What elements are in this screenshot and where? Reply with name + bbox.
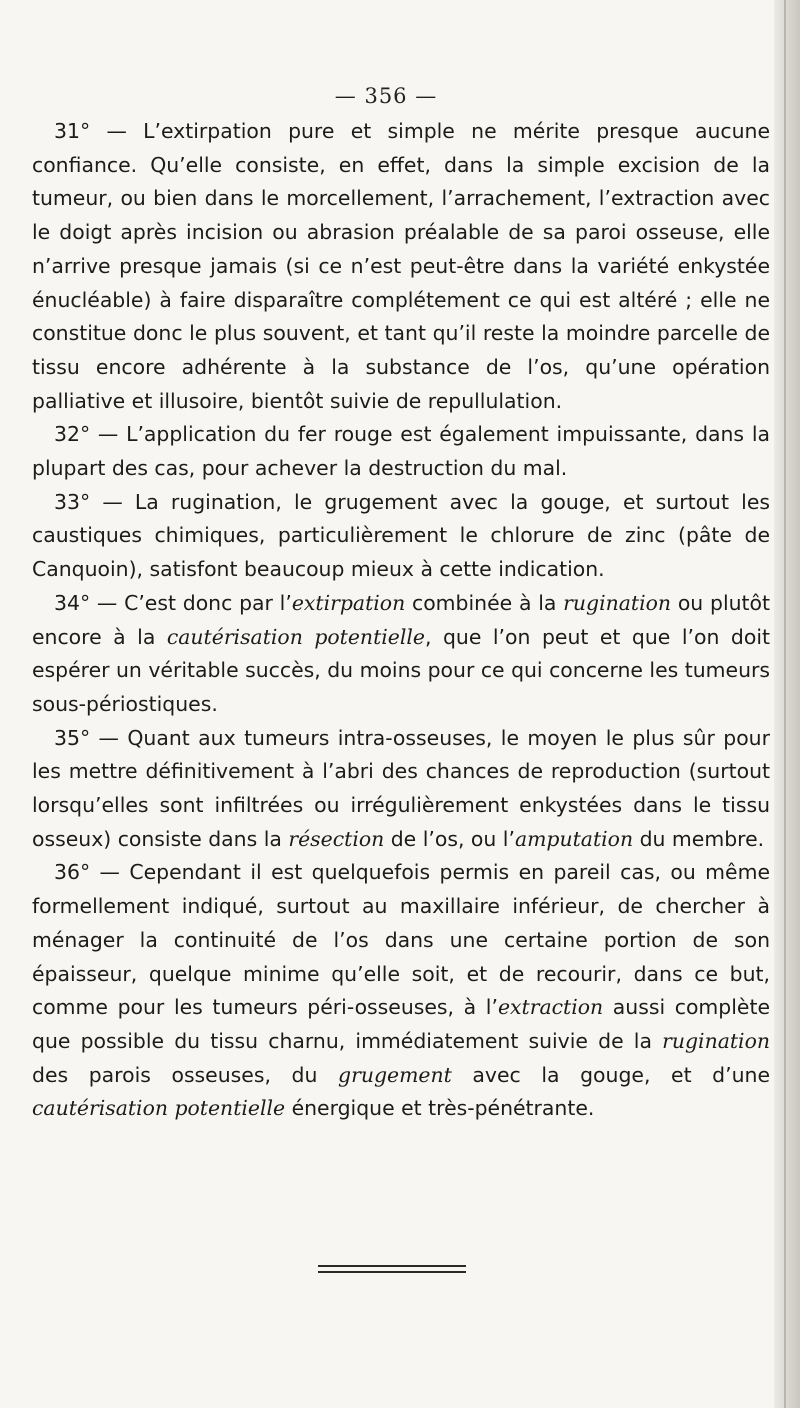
text-run: , que l’on peut et que l’on doit espérer un véritable succès, du moins pour ce qui concerne les tumeurs sous-périostiques.	[32, 624, 770, 716]
italic-term: grugement	[338, 1062, 452, 1087]
italic-term: amputation	[514, 826, 634, 851]
paragraph-34	[32, 587, 770, 722]
paragraph-33	[32, 486, 770, 587]
body-text	[32, 115, 770, 1126]
italic-term: cautérisation potentielle	[32, 1096, 286, 1121]
italic-term: résection	[288, 826, 385, 851]
text-run: 36° — Cependant il est quelquefois permis en pareil cas, ou même formellement indiqué, surtout au maxillaire inférieur, de chercher à ménager la continuité de l’os dans une certaine portion de son épaisseur, quelque minime qu’elle soit, et de recourir, dans ce but, comme pour les tumeurs péri-osseuses, à l’	[32, 860, 770, 1020]
text-run: 33° — La rugination, le grugement avec la gouge, et surtout les caustiques chimiques, particulièrement le chlorure de zinc (pâte de Canquoin), satisfont beaucoup mieux à cette indication.	[32, 489, 770, 582]
text-run: de l’os, ou l’	[384, 826, 515, 851]
end-rule-top	[318, 1265, 466, 1267]
italic-term: cautérisation potentielle	[166, 624, 425, 649]
text-run: 32° — L’application du fer rouge est également impuissante, dans la plupart des cas, pour achever la destruction du mal.	[32, 422, 770, 481]
page-gutter-line	[784, 0, 786, 1408]
text-run: énergique et très-pénétrante.	[285, 1096, 595, 1121]
text-run: 31° — L’extirpation pure et simple ne mérite presque aucune confiance. Qu’elle consiste, en effet, dans la simple excision de la tumeur, ou bien dans le morcellement, l’arrachement, l’extraction avec le doigt après incision ou abrasion préalable de sa paroi osseuse, elle n’arrive presque jamais (si ce n’est peut-être dans la variété enkystée énucléable) à faire disparaître complétement ce qui est altéré ; elle ne constitue donc le plus souvent, et tant qu’il reste la moindre parcelle de tissu encore adhérente à la substance de l’os, qu’une opération palliative et illusoire, bientôt suivie de repullulation.	[32, 119, 770, 413]
end-rule-bottom	[318, 1271, 466, 1273]
text-run: du membre.	[633, 826, 765, 851]
page-edge-shadow	[774, 0, 800, 1408]
text-run: avec la gouge, et d’une	[451, 1062, 770, 1087]
page-number: — 356 —	[334, 84, 438, 108]
italic-term: rugination	[563, 590, 672, 615]
italic-term: extraction	[497, 995, 604, 1020]
paragraph-36	[32, 856, 770, 1126]
paragraph-32	[32, 418, 770, 485]
text-run: des parois osseuses, du	[32, 1062, 339, 1087]
paragraph-35	[32, 722, 770, 857]
text-run: 35° — Quant aux tumeurs intra-osseuses, le moyen le plus sûr pour les mettre définitivement à l’abri des chances de reproduction (surtout lorsqu’elles sont infiltrées ou irrégulièrement enkystées dans le tissu osseux) consiste dans la	[32, 725, 770, 851]
text-run: ou plutôt encore à la	[32, 590, 770, 649]
text-run: combinée à la	[405, 590, 564, 615]
text-run: aussi complète que possible du tissu charnu, immédiatement suivie de la	[32, 995, 770, 1053]
italic-term: extirpation	[291, 590, 406, 615]
paragraph-31	[32, 115, 770, 418]
text-run: 34° — C’est donc par l’	[54, 590, 292, 615]
italic-term: rugination	[662, 1028, 770, 1053]
